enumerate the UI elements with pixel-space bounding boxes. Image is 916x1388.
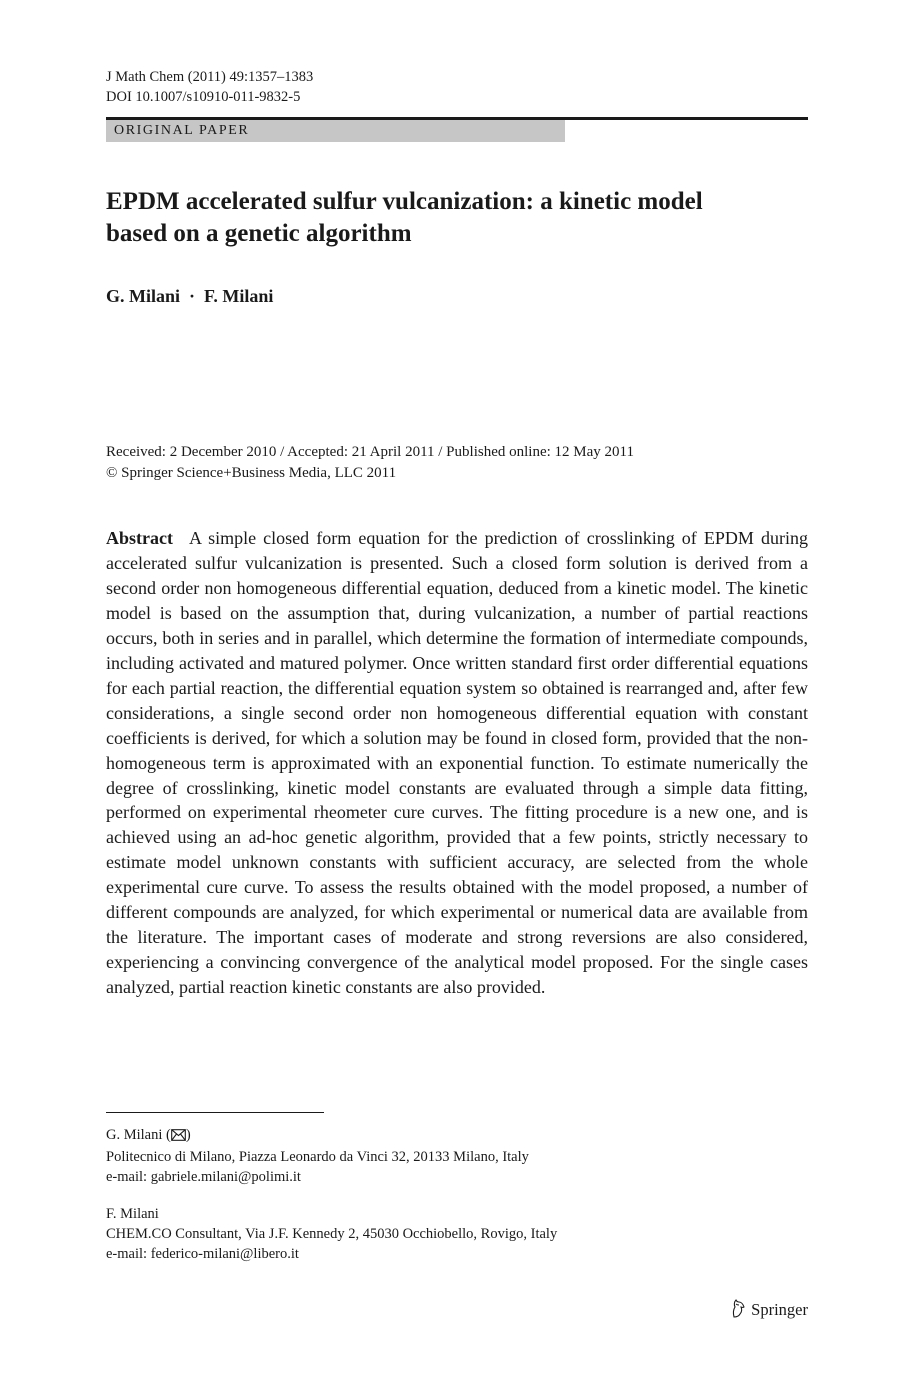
affiliation-name: G. Milani ( ) bbox=[106, 1125, 808, 1147]
publication-dates bbox=[106, 442, 808, 484]
journal-doi: DOI 10.1007/s10910-011-9832-5 bbox=[106, 89, 301, 105]
envelope-icon bbox=[171, 1127, 186, 1147]
author-name: F. Milani bbox=[204, 286, 274, 306]
abstract bbox=[106, 526, 808, 1000]
affiliation-email[interactable]: e-mail: gabriele.milani@polimi.it bbox=[106, 1169, 301, 1185]
article-type-badge: ORIGINAL PAPER bbox=[106, 120, 565, 142]
publisher-logo bbox=[730, 1299, 808, 1325]
author-list bbox=[106, 284, 273, 308]
abstract-label: Abstract bbox=[106, 528, 173, 548]
copyright-line: © Springer Science+Business Media, LLC 2011 bbox=[106, 465, 397, 481]
affiliation-email[interactable]: e-mail: federico-milani@libero.it bbox=[106, 1246, 299, 1262]
affiliation-2 bbox=[106, 1204, 808, 1264]
journal-header bbox=[106, 67, 313, 107]
date-history: Received: 2 December 2010 / Accepted: 21 April 2011 / Published online: 12 May 2011 bbox=[106, 444, 634, 460]
affiliation-address: Politecnico di Milano, Piazza Leonardo da Vinci 32, 20133 Milano, Italy bbox=[106, 1149, 529, 1165]
title-line-2: based on a genetic algorithm bbox=[106, 220, 412, 247]
journal-citation: J Math Chem (2011) 49:1357–1383 bbox=[106, 69, 314, 85]
footnote-rule bbox=[106, 1112, 324, 1113]
affiliation-name: F. Milani bbox=[106, 1206, 159, 1222]
author-name: G. Milani bbox=[106, 286, 181, 306]
article-title bbox=[106, 186, 808, 250]
paper-page bbox=[106, 0, 808, 1388]
abstract-text: A simple closed form equation for the prediction of crosslinking of EPDM during accelerated sulfur vulcanization is presented. Such a closed form solution is derived from a second order non homogeneous differential equation, deduced from a kinetic model. The kinetic model is based on the assumption that, during vulcanization, a number of partial reactions occurs, both in series and in parallel, which determine the formation of intermediate compounds, including activated and matured polymer. Once written standard first order differential equations for each partial reaction, the differential equation system so obtained is rearranged and, after few considerations, a single second order non homogeneous differential equation with constant coefficients is derived, for which a solution may be found in closed form, provided that the non-homogeneous term is approximated with an exponential function. To estimate numerically the degree of crosslinking, kinetic model constants are evaluated through a simple data fitting, performed on experimental rheometer cure curves. The fitting procedure is a new one, and is achieved using an ad-hoc genetic algorithm, provided that a few points, strictly necessary to estimate model unknown constants with sufficient accuracy, are selected from the whole experimental cure curve. To assess the results obtained with the model proposed, a number of different compounds are analyzed, for which experimental or numerical data are available from the literature. The important cases of moderate and strong reversions are also considered, experiencing a convincing convergence of the analytical model proposed. For the single cases analyzed, partial reaction kinetic constants are also provided. bbox=[106, 528, 808, 998]
affiliation-1 bbox=[106, 1125, 808, 1187]
springer-horse-icon bbox=[730, 1299, 746, 1325]
title-line-1: EPDM accelerated sulfur vulcanization: a kinetic model bbox=[106, 188, 703, 215]
publisher-name: Springer bbox=[751, 1300, 808, 1319]
affiliation-address: CHEM.CO Consultant, Via J.F. Kennedy 2, 45030 Occhiobello, Rovigo, Italy bbox=[106, 1226, 558, 1242]
author-separator: · bbox=[189, 286, 196, 306]
